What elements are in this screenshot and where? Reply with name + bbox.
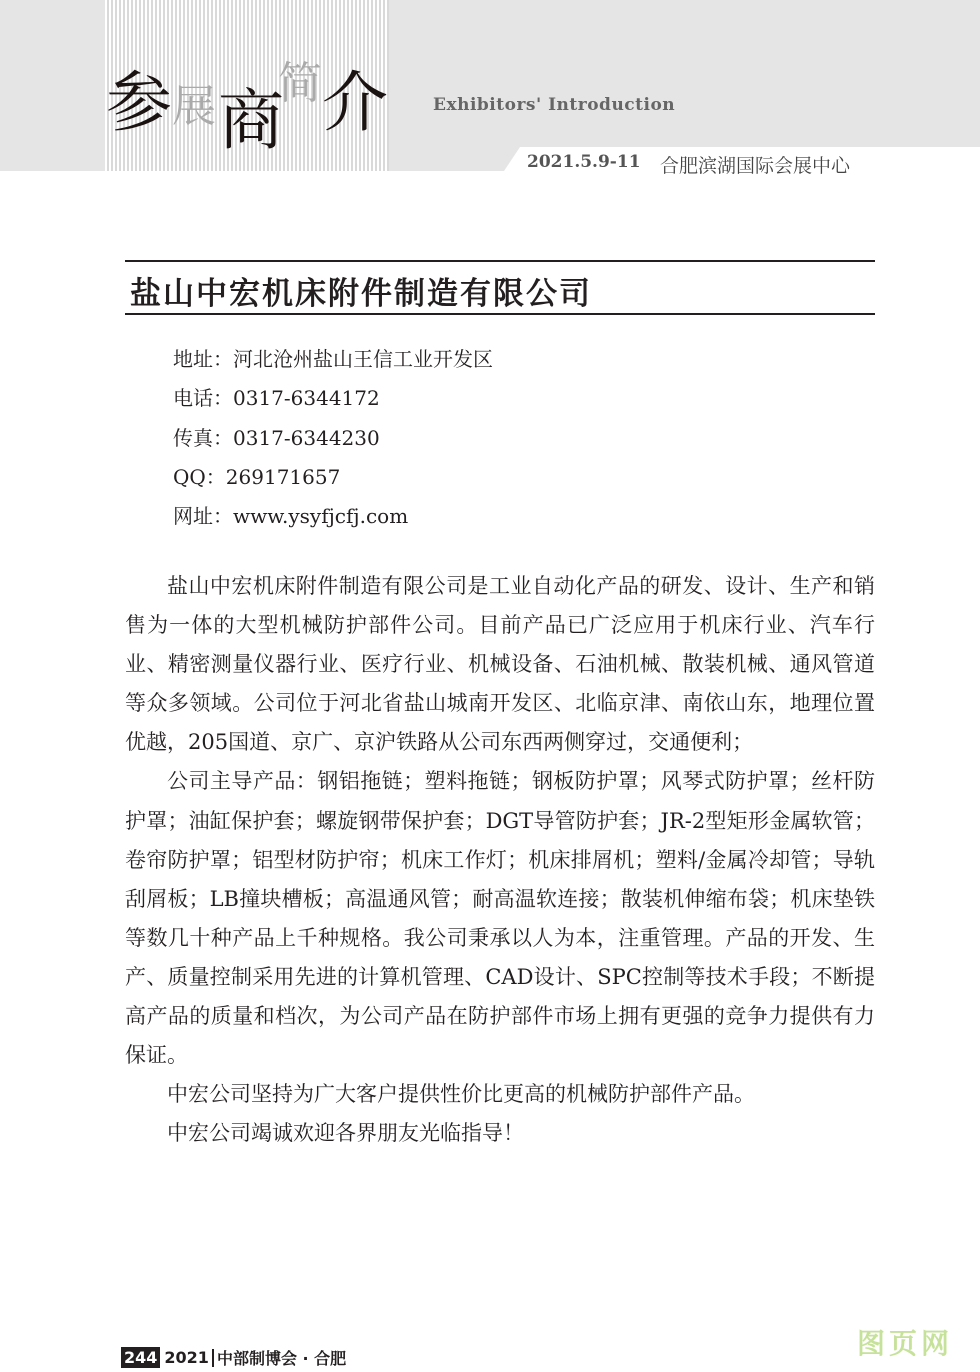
company-name: 盐山中宏机床附件制造有限公司 — [130, 276, 592, 312]
phone: 电话：0317-6344172 — [173, 386, 380, 411]
address: 地址：河北沧州盐山王信工业开发区 — [173, 347, 493, 371]
paragraph: 盐山中宏机床附件制造有限公司是工业自动化产品的研发、设计、生产和销售为一体的大型机械防护部件公司。目前产品已广泛应用于机床行业、汽车行业、精密测量仪器行业、医疗行业、机械设备、石油机械、散装机械、通风管道等众多领域。公司位于河北省盐山城南开发区、北临京津、南依山东，地理位置优越，205国道、京广、京沪铁路从公司东西两侧穿过，交通便利； — [125, 574, 875, 755]
watermark-logo: 图页网 — [857, 1327, 954, 1360]
title-char-5: 介 — [322, 64, 388, 141]
footer-event: 中部制博会 · 合肥 — [216, 1349, 347, 1368]
paragraph: 公司主导产品：钢铝拖链；塑料拖链；钢板防护罩；风琴式防护罩；丝杆防护罩；油缸保护套；螺旋钢带保护套；DGT导管防护套；JR-2型矩形金属软管；卷帘防护罩；铝型材防护帘；机床工作灯；机床排屑机；塑料/金属冷却管；导轨刮屑板；LB撞块槽板；高温通风管；耐高温软连接；散装机伸缩布袋；机床垫铁等数几十种产品上千种规格。我公司秉承以人为本，注重管理。产品的开发、生产、质量控制采用先进的计算机管理、CAD设计、SPC控制等技术手段；不断提高产品的质量和档次，为公司产品在防护部件市场上拥有更强的竞争力提供有力保证。 — [125, 769, 875, 1068]
contact-info — [173, 340, 493, 536]
fax: 传真：0317-6344230 — [173, 425, 380, 450]
title-char-4: 简 — [278, 58, 322, 109]
title-char-1: 参 — [106, 64, 172, 141]
website: 网址：www.ysyfjcfj.com — [173, 504, 409, 529]
footer-year: 2021 — [164, 1348, 209, 1367]
title-rule-bottom — [125, 313, 875, 315]
english-title: Exhibitors' Introduction — [433, 95, 676, 115]
paragraph: 中宏公司竭诚欢迎各界朋友光临指导！ — [167, 1121, 524, 1146]
title-char-2: 展 — [172, 81, 216, 132]
page-number: 244 — [121, 1347, 160, 1368]
paragraph: 中宏公司坚持为广大客户提供性价比更高的机械防护部件产品。 — [167, 1082, 755, 1107]
title-rule-top — [125, 260, 875, 262]
footer-divider — [212, 1349, 214, 1367]
event-venue: 合肥滨湖国际会展中心 — [660, 155, 851, 177]
event-date: 2021.5.9-11 — [527, 152, 641, 172]
title-char-3: 商 — [218, 82, 284, 159]
footer — [121, 1346, 346, 1369]
qq: QQ：269171657 — [173, 464, 341, 489]
company-description — [125, 567, 875, 1153]
